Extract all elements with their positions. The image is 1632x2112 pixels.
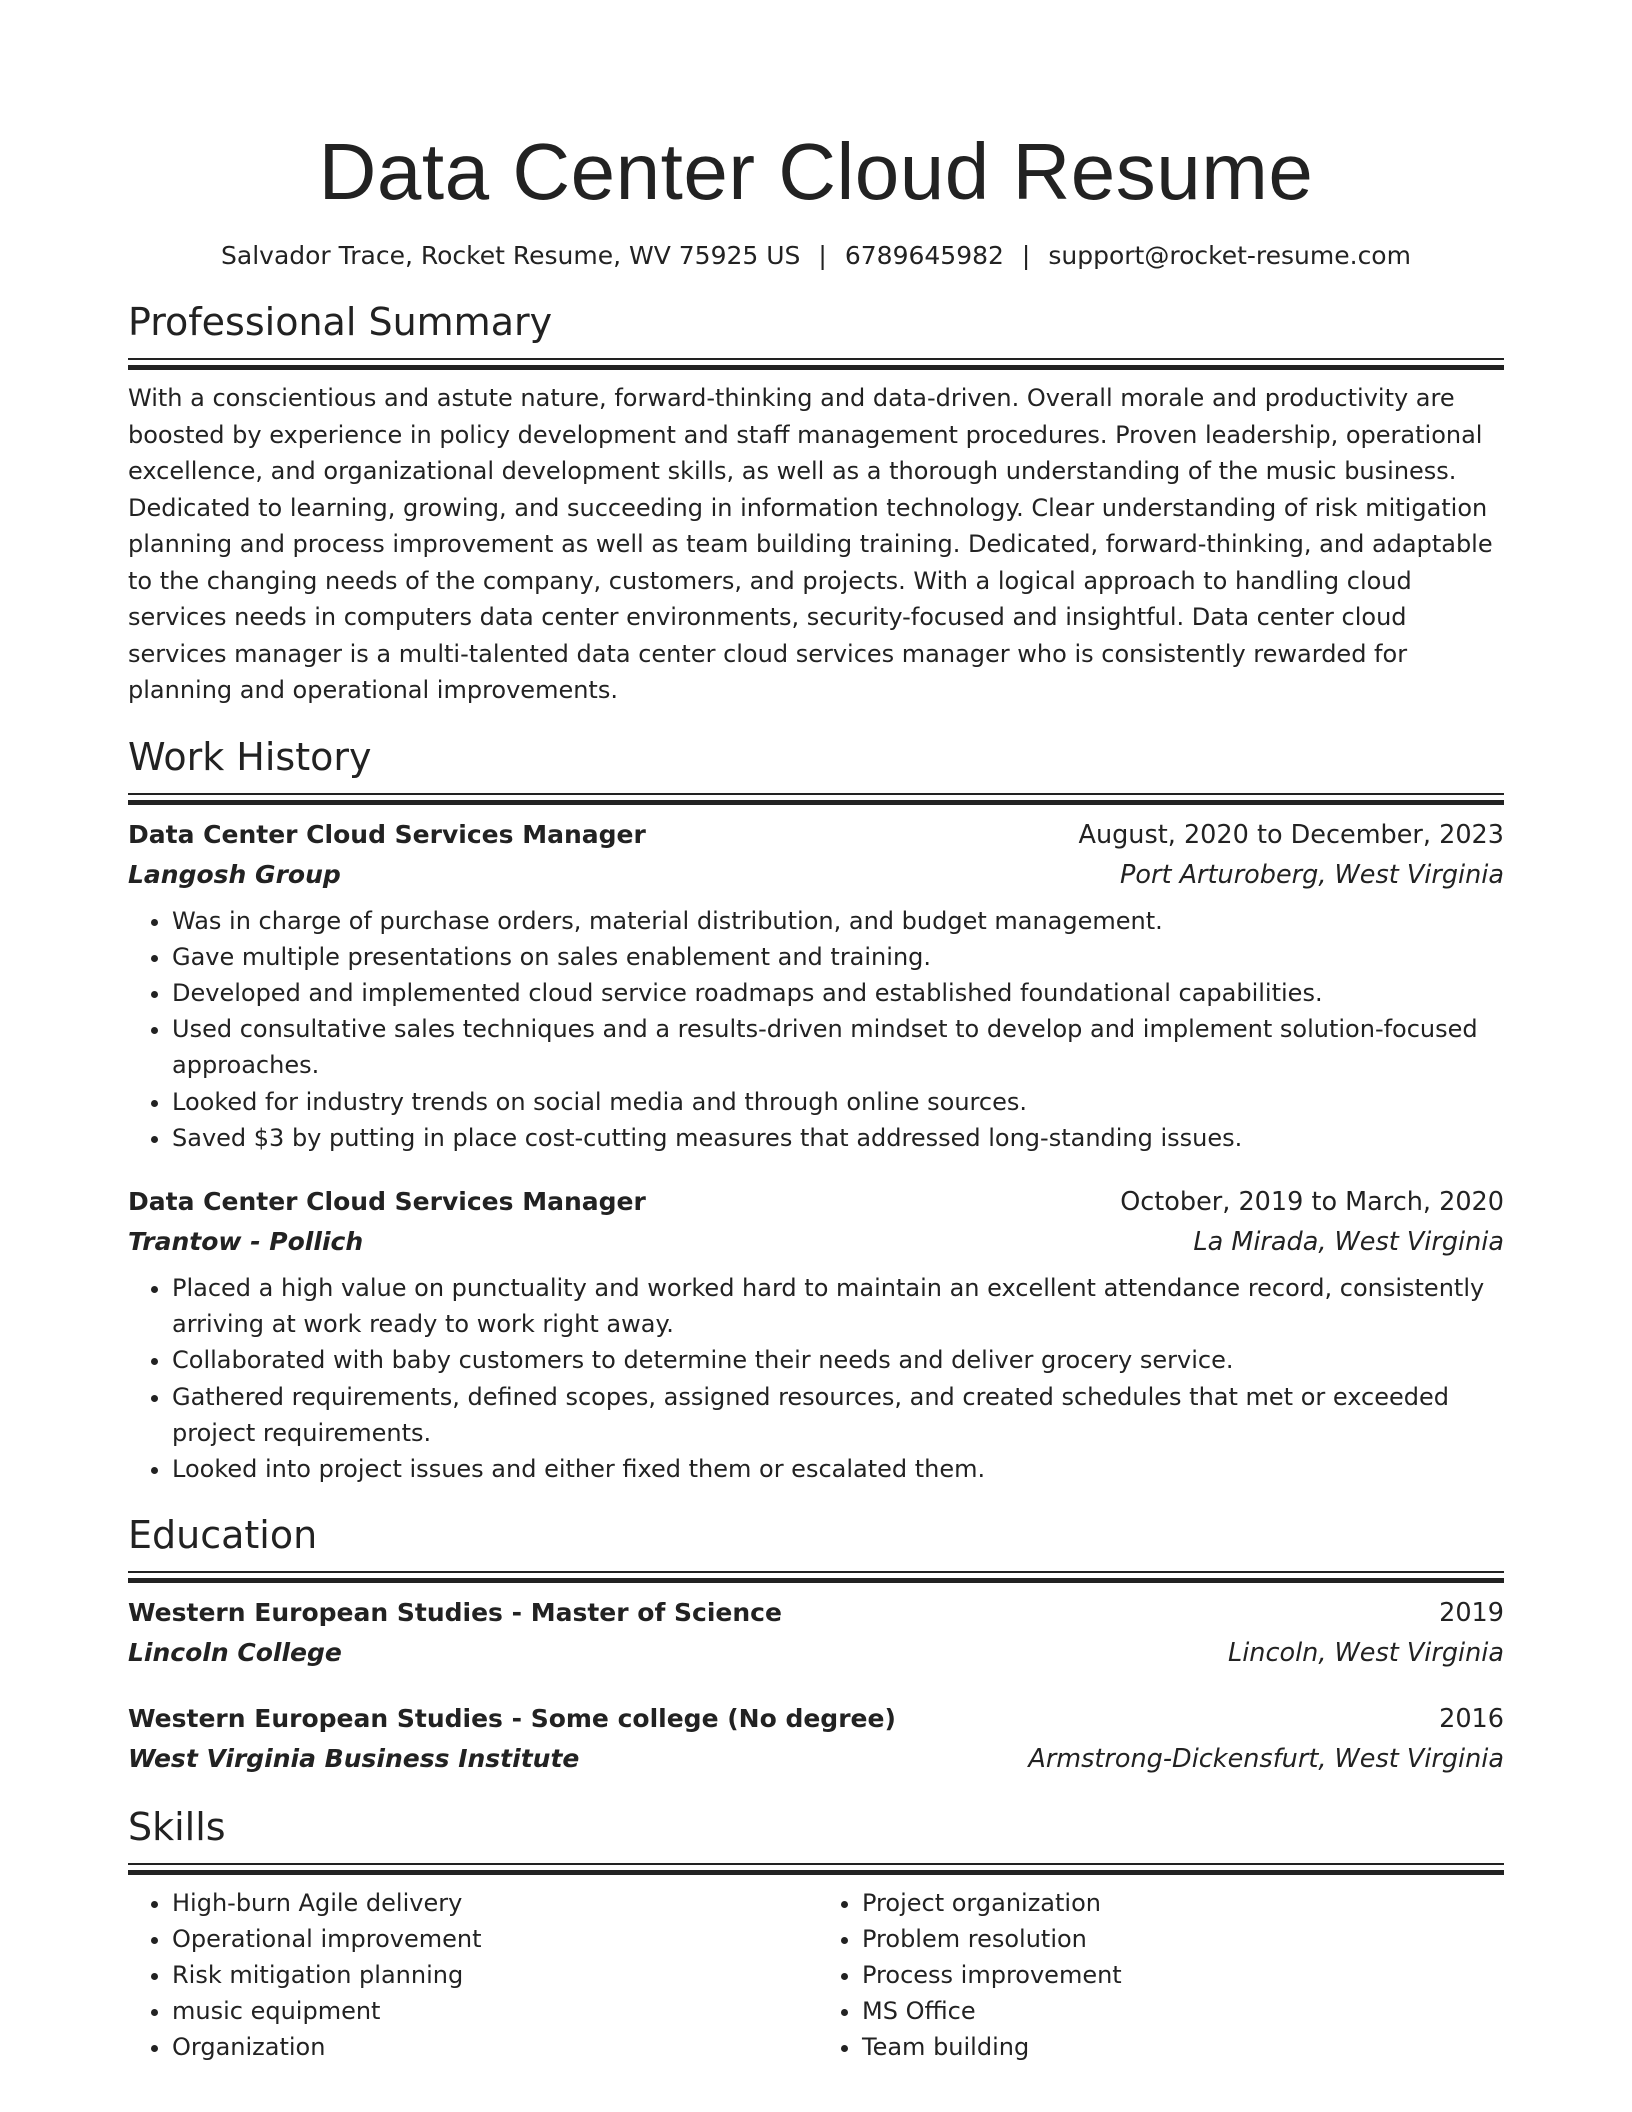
- education-location: Armstrong-Dickensfurt, West Virginia: [1028, 1744, 1504, 1775]
- section-divider: [128, 358, 1504, 372]
- skill-item: • High-burn Agile delivery: [172, 1885, 816, 1921]
- list-item: • Placed a high value on punctuality and worked hard to maintain an excellent attendance record, consistently arriving at work ready to work right away.: [172, 1270, 1504, 1342]
- section-heading-summary: Professional Summary: [128, 300, 553, 344]
- skill-item: • Organization: [172, 2029, 816, 2065]
- section-heading-work: Work History: [128, 734, 372, 779]
- skill-item: • Operational improvement: [172, 1921, 816, 1957]
- skills-column-right: [816, 1885, 1504, 2065]
- skill-item: • music equipment: [172, 1993, 816, 2029]
- education-location: Lincoln, West Virginia: [1228, 1638, 1504, 1669]
- section-divider: [128, 793, 1504, 807]
- education-school-row: [128, 1633, 1504, 1673]
- list-item: • Developed and implemented cloud service roadmaps and established foundational capabilities.: [172, 975, 1504, 1011]
- list-item: • Looked for industry trends on social media and through online sources.: [172, 1084, 1504, 1120]
- skills-columns: [128, 1885, 1504, 2065]
- education-entry: [128, 1593, 1504, 1673]
- education-school: West Virginia Business Institute: [128, 1744, 580, 1774]
- contact-email: support@rocket-resume.com: [1048, 241, 1411, 270]
- list-item: • Was in charge of purchase orders, material distribution, and budget management.: [172, 903, 1504, 939]
- skill-item: • Risk mitigation planning: [172, 1957, 816, 1993]
- job-company-row: [128, 1222, 1504, 1262]
- education-degree: Western European Studies - Master of Science: [128, 1598, 782, 1628]
- list-item: • Gave multiple presentations on sales enablement and training.: [172, 939, 1504, 975]
- contact-separator: |: [1021, 241, 1031, 270]
- job-company: Langosh Group: [128, 859, 341, 889]
- education-header-row: [128, 1699, 1504, 1739]
- skill-item: • MS Office: [862, 1993, 1504, 2029]
- section-divider: [128, 1863, 1504, 1877]
- section-divider: [128, 1571, 1504, 1585]
- job-location: La Mirada, West Virginia: [1193, 1226, 1504, 1257]
- section-heading-skills: Skills: [128, 1805, 226, 1850]
- skill-item: • Project organization: [862, 1885, 1504, 1921]
- job-header-row: [128, 815, 1504, 855]
- education-school-row: [128, 1739, 1504, 1779]
- job-entry: [128, 1182, 1504, 1487]
- contact-phone: 6789645982: [844, 241, 1004, 270]
- document-title: Data Center Cloud Resume: [318, 127, 1314, 216]
- contact-separator: |: [818, 241, 827, 270]
- education-year: 2016: [1439, 1704, 1504, 1735]
- job-company-row: [128, 855, 1504, 895]
- section-heading-education: Education: [128, 1513, 318, 1558]
- skill-item: • Team building: [862, 2029, 1504, 2065]
- summary-section: [128, 296, 1504, 709]
- job-title: Data Center Cloud Services Manager: [128, 819, 646, 849]
- skill-item: • Process improvement: [862, 1957, 1504, 1993]
- job-dates: August, 2020 to December, 2023: [1078, 819, 1504, 850]
- education-section: [128, 1509, 1504, 1779]
- contact-address: Salvador Trace, Rocket Resume, WV 75925 US: [221, 241, 801, 270]
- education-degree: Western European Studies - Some college (No degree): [128, 1704, 896, 1734]
- job-dates: October, 2019 to March, 2020: [1120, 1186, 1504, 1217]
- education-year: 2019: [1439, 1598, 1504, 1629]
- work-history-section: [128, 731, 1504, 1488]
- skills-column-left: [128, 1885, 816, 2065]
- list-item: • Gathered requirements, defined scopes, assigned resources, and created schedules that met or exceeded project requirements.: [172, 1379, 1504, 1451]
- job-bullets: [128, 1270, 1504, 1487]
- job-entry: [128, 815, 1504, 1156]
- skills-section: [128, 1801, 1504, 2065]
- list-item: • Saved $3 by putting in place cost-cutting measures that addressed long-standing issues.: [172, 1120, 1504, 1156]
- summary-text: With a conscientious and astute nature, forward-thinking and data-driven. Overall morale and productivity are boosted by experience in policy development and staff management procedures. Proven leadership, operational excellence, and organizational development skills, as well as a thorough understanding of the music business. Dedicated to learning, growing, and succeeding in information technology. Clear understanding of risk mitigation planning and process improvement as well as team building training. Dedicated, forward-thinking, and adaptable to the changing needs of the company, customers, and projects. With a logical approach to handling cloud services needs in computers data center environments, security-focused and insightful. Data center cloud services manager is a multi-talented data center cloud services manager who is consistently rewarded for planning and operational improvements.: [128, 384, 1493, 704]
- list-item: • Looked into project issues and either fixed them or escalated them.: [172, 1451, 1504, 1487]
- education-school: Lincoln College: [128, 1638, 342, 1668]
- list-item: • Collaborated with baby customers to determine their needs and deliver grocery service.: [172, 1342, 1504, 1378]
- job-title: Data Center Cloud Services Manager: [128, 1186, 646, 1216]
- education-header-row: [128, 1593, 1504, 1633]
- list-item: • Used consultative sales techniques and a results-driven mindset to develop and implement solution-focused approaches.: [172, 1011, 1504, 1083]
- job-bullets: [128, 903, 1504, 1156]
- contact-line: [128, 238, 1504, 274]
- job-company: Trantow - Pollich: [128, 1226, 364, 1256]
- job-header-row: [128, 1182, 1504, 1222]
- skill-item: • Problem resolution: [862, 1921, 1504, 1957]
- job-location: Port Arturoberg, West Virginia: [1120, 859, 1504, 890]
- education-entry: [128, 1699, 1504, 1779]
